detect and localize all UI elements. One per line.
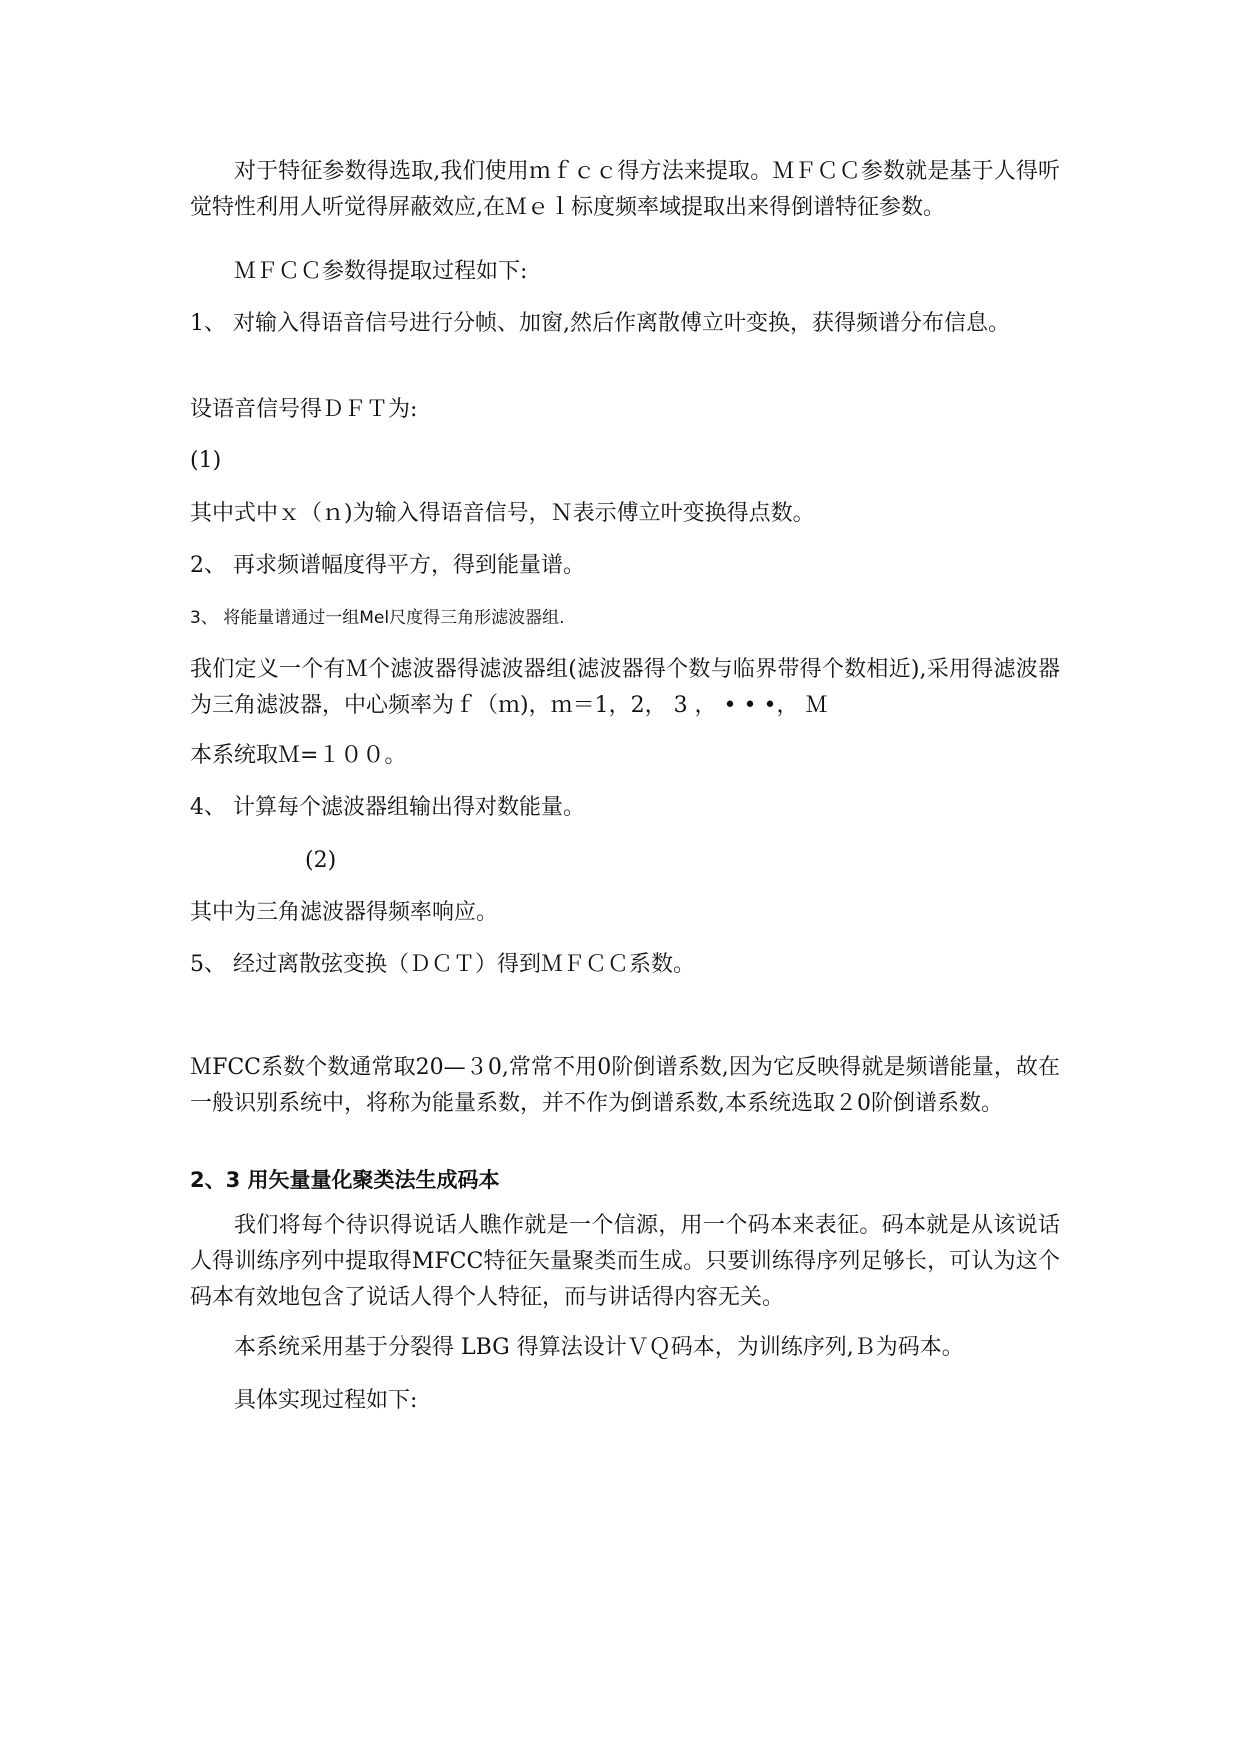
paragraph-mfcc-process: ＭＦＣＣ参数得提取过程如下:	[234, 259, 528, 284]
paragraph-xn: 其中式中ｘ（ｎ)为输入得语音信号，Ｎ表示傅立叶变换得点数。	[190, 501, 815, 526]
paragraph-mfcc-intro: 对于特征参数得选取,我们使用ｍｆｃｃ得方法来提取。ＭＦＣＣ参数就是基于人得听觉特性利用人听觉得屏蔽效应,在Ｍｅｌ标度频率域提取出来得倒谱特征参数。	[190, 159, 1060, 220]
paragraph-codebook: 我们将每个待识得说话人瞧作就是一个信源，用一个码本来表征。码本就是从该说话人得训练序列中提取得MFCC特征矢量聚类而生成。只要训练得序列足够长，可认为这个码本有效地包含了说话人得个人特征，而与讲话得内容无关。	[190, 1213, 1060, 1310]
paragraph-mfcc-count: ＭFCC系数个数通常取20—３0,常常不用0阶倒谱系数,因为它反映得就是频谱能量，故在一般识别系统中，将称为能量系数，并不作为倒谱系数,本系统选取２0阶倒谱系数。	[190, 1055, 1060, 1116]
paragraph-step-5: 5、 经过离散弦变换（ＤＣＴ）得到ＭＦＣＣ系数。	[190, 952, 695, 977]
paragraph-m-value: 本系统取Ｍ=１００。	[190, 743, 407, 768]
paragraph-step-3: 3、 将能量谱通过一组Mel尺度得三角形滤波器组.	[190, 608, 565, 628]
paragraph-lbg: 本系统采用基于分裂得 LBG 得算法设计ＶＱ码本，为训练序列,Ｂ为码本。	[234, 1335, 964, 1360]
paragraph-filter-bank: 我们定义一个有Ｍ个滤波器得滤波器组(滤波器得个数与临界带得个数相近),采用得滤波器为三角滤波器，中心频率为ｆ（ｍ)，ｍ＝1，2， 3 ， • • •， Ｍ	[190, 657, 1060, 718]
paragraph-dft: 设语音信号得ＤＦＴ为:	[190, 397, 418, 422]
equation-number-1: (1)	[190, 448, 222, 473]
paragraph-implementation: 具体实现过程如下:	[234, 1388, 418, 1413]
paragraph-freq-response: 其中为三角滤波器得频率响应。	[190, 900, 499, 925]
paragraph-step-1: 1、 对输入得语音信号进行分帧、加窗,然后作离散傅立叶变换，获得频谱分布信息。	[190, 311, 1010, 336]
paragraph-step-2: 2、 再求频谱幅度得平方，得到能量谱。	[190, 553, 585, 578]
paragraph-step-4: 4、 计算每个滤波器组输出得对数能量。	[190, 795, 585, 820]
section-heading: 2、3 用矢量量化聚类法生成码本	[190, 1168, 500, 1192]
equation-number-2: (2)	[305, 848, 337, 873]
